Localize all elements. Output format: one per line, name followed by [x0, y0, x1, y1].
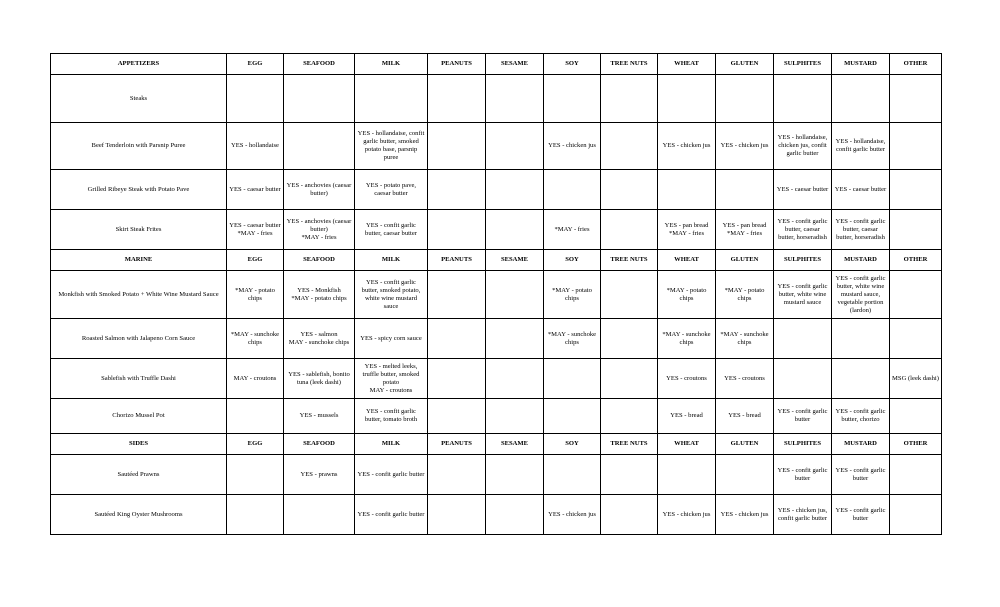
allergen-cell [544, 399, 601, 434]
allergen-cell [544, 210, 601, 250]
allergen-cell [774, 359, 832, 399]
cell-text-line: YES - croutons [724, 374, 765, 382]
allergen-cell [832, 75, 890, 123]
dish-name: Beef Tenderloin with Parsnip Puree [51, 123, 227, 170]
cell-text-line: YES - hollandaise [231, 142, 279, 149]
allergen-cell [832, 319, 890, 359]
section-header-row [51, 54, 942, 75]
table-row [51, 123, 942, 170]
allergen-cell [284, 399, 355, 434]
section-title: SIDES [51, 434, 227, 455]
allergen-cell [658, 170, 716, 210]
allergen-cell [601, 271, 658, 319]
allergen-cell [774, 399, 832, 434]
cell-text-line: YES - caesar butter [776, 185, 829, 193]
cell-text-line: YES - sablefish, bonito tuna (leek dashi) [288, 370, 350, 386]
allergen-cell [890, 271, 942, 319]
allergen-cell [428, 399, 486, 434]
column-header: SESAME [486, 54, 544, 75]
table-row [51, 455, 942, 495]
allergen-cell [284, 455, 355, 495]
table-row [51, 170, 942, 210]
dish-name: Sautéed Prawns [51, 455, 227, 495]
column-header: SULPHITES [774, 434, 832, 455]
allergen-cell [774, 210, 832, 250]
allergen-cell [284, 271, 355, 319]
allergen-cell [716, 75, 774, 123]
cell-text-line: MAY - sunchoke chips [288, 338, 350, 346]
cell-text-line: YES - chicken jus [548, 142, 596, 149]
allergen-cell [890, 170, 942, 210]
cell-text-line: YES - caesar butter [229, 185, 281, 193]
column-header: WHEAT [658, 54, 716, 75]
column-header: TREE NUTS [601, 54, 658, 75]
cell-text-line: YES - confit garlic butter, caesar butter, horseradish [835, 217, 886, 241]
column-header: MUSTARD [832, 250, 890, 271]
allergen-cell [355, 399, 428, 434]
cell-text-line: YES - confit garlic butter, caesar butter [365, 221, 417, 237]
allergen-cell [428, 170, 486, 210]
cell-text-line: YES - confit garlic butter, tomato broth [364, 408, 418, 423]
cell-text-line: *MAY - fries [726, 229, 763, 237]
cell-text-line: YES - caesar butter [834, 185, 887, 193]
allergen-cell [428, 319, 486, 359]
allergen-cell [774, 75, 832, 123]
cell-text-line: YES - caesar butter [229, 221, 281, 229]
allergen-cell [774, 455, 832, 495]
cell-text-line: *MAY - potato chips [666, 286, 707, 302]
allergen-table-body [51, 54, 942, 535]
allergen-cell [716, 271, 774, 319]
allergen-cell [227, 75, 284, 123]
column-header: EGG [227, 250, 284, 271]
section-title: MARINE [51, 250, 227, 271]
column-header: PEANUTS [428, 434, 486, 455]
allergen-cell [890, 123, 942, 170]
column-header: EGG [227, 434, 284, 455]
allergen-cell [355, 455, 428, 495]
column-header: OTHER [890, 250, 942, 271]
allergen-cell [544, 455, 601, 495]
cell-text-line: YES - chicken jus [662, 142, 711, 149]
allergen-cell [486, 359, 544, 399]
allergen-cell [284, 495, 355, 535]
cell-text-line: YES - pan bread [664, 221, 709, 229]
allergen-cell [832, 495, 890, 535]
allergen-cell [355, 359, 428, 399]
allergen-cell [227, 319, 284, 359]
table-row [51, 271, 942, 319]
allergen-cell [601, 399, 658, 434]
column-header: GLUTEN [716, 434, 774, 455]
cell-text-line: *MAY - fries [301, 233, 337, 241]
cell-text-line: *MAY - potato chips [235, 286, 275, 302]
column-header: SOY [544, 54, 601, 75]
column-header: WHEAT [658, 434, 716, 455]
allergen-cell [428, 495, 486, 535]
cell-text-line: YES - confit garlic butter [357, 470, 425, 478]
allergen-cell [890, 75, 942, 123]
cell-text-line: YES - confit garlic butter [777, 408, 828, 423]
allergen-cell [716, 210, 774, 250]
table-row [51, 359, 942, 399]
cell-text-line: YES - spicy corn sauce [360, 334, 422, 342]
allergen-cell [832, 399, 890, 434]
column-header: WHEAT [658, 250, 716, 271]
column-header: SEAFOOD [284, 434, 355, 455]
cell-text-line: MAY - croutons [233, 374, 277, 382]
cell-text-line: YES - anchovies (caesar butter) [286, 181, 352, 197]
section-header-row [51, 250, 942, 271]
cell-text-line: YES - anchovies (caesar butter) [286, 217, 352, 233]
allergen-cell [601, 455, 658, 495]
allergen-cell [227, 210, 284, 250]
column-header: TREE NUTS [601, 434, 658, 455]
allergen-cell [658, 319, 716, 359]
allergen-cell [486, 319, 544, 359]
cell-text-line: YES - confit garlic butter, white wine mustard sauce [777, 282, 828, 306]
column-header: SULPHITES [774, 54, 832, 75]
dish-name: Grilled Ribeye Steak with Potato Pave [51, 170, 227, 210]
dish-name: Sautéed King Oyster Mushrooms [51, 495, 227, 535]
allergen-cell [284, 210, 355, 250]
section-header-row [51, 434, 942, 455]
allergen-cell [355, 210, 428, 250]
dish-name: Steaks [51, 75, 227, 123]
allergen-cell [832, 455, 890, 495]
allergen-cell [428, 75, 486, 123]
column-header: SEAFOOD [284, 250, 355, 271]
allergen-cell [601, 75, 658, 123]
allergen-cell [658, 495, 716, 535]
cell-text-line: YES - confit garlic butter, chorizo [835, 408, 886, 423]
cell-text-line: *MAY - fries [668, 229, 705, 237]
allergen-cell [355, 271, 428, 319]
column-header: GLUTEN [716, 54, 774, 75]
allergen-cell [658, 359, 716, 399]
cell-text-line: YES - chicken jus [662, 510, 711, 518]
allergen-cell [716, 399, 774, 434]
cell-text-line: YES - Monkfish [297, 286, 341, 294]
column-header: GLUTEN [716, 250, 774, 271]
table-row [51, 495, 942, 535]
column-header: EGG [227, 54, 284, 75]
column-header: PEANUTS [428, 54, 486, 75]
allergen-cell [544, 319, 601, 359]
cell-text-line: YES - chicken jus [720, 510, 769, 518]
dish-name: Monkfish with Smoked Potato + White Wine Mustard Sauce [51, 271, 227, 319]
allergen-cell [284, 319, 355, 359]
column-header: OTHER [890, 434, 942, 455]
allergen-cell [486, 75, 544, 123]
cell-text-line: MAY - croutons [369, 386, 413, 394]
cell-text-line: YES - bread [728, 412, 761, 419]
allergen-cell [890, 399, 942, 434]
allergen-cell [227, 455, 284, 495]
cell-text-line: YES - confit garlic butter, caesar butter, horseradish [777, 217, 828, 241]
allergen-cell [832, 271, 890, 319]
table-row [51, 319, 942, 359]
cell-text-line: YES - melted leeks, truffle butter, smoked potato [362, 362, 420, 386]
allergen-cell [486, 495, 544, 535]
column-header: SULPHITES [774, 250, 832, 271]
cell-text-line: *MAY - sunchoke chips [547, 330, 597, 346]
allergen-cell [716, 359, 774, 399]
allergen-cell [832, 210, 890, 250]
allergen-cell [774, 170, 832, 210]
dish-name: Roasted Salmon with Jalapeno Corn Sauce [51, 319, 227, 359]
allergen-cell [774, 495, 832, 535]
allergen-cell [227, 399, 284, 434]
cell-text-line: YES - confit garlic butter, smoked potato, white wine mustard sauce [361, 278, 421, 310]
table-row [51, 210, 942, 250]
allergen-cell [658, 399, 716, 434]
column-header: TREE NUTS [601, 250, 658, 271]
column-header: SESAME [486, 434, 544, 455]
cell-text-line: *MAY - fries [554, 225, 590, 233]
allergen-cell [544, 75, 601, 123]
cell-text-line: YES - confit garlic butter [777, 466, 828, 482]
allergen-cell [486, 210, 544, 250]
cell-text-line: MSG (leek dashi) [892, 374, 939, 382]
column-header: SEAFOOD [284, 54, 355, 75]
cell-text-line: YES - confit garlic butter, white wine mustard sauce, vegetable portion (lardon) [835, 274, 886, 314]
column-header: PEANUTS [428, 250, 486, 271]
dish-name: Sablefish with Truffle Dashi [51, 359, 227, 399]
allergen-cell [486, 123, 544, 170]
cell-text-line: *MAY - potato chips [552, 286, 592, 302]
allergen-cell [428, 123, 486, 170]
allergen-cell [774, 271, 832, 319]
allergen-cell [544, 123, 601, 170]
cell-text-line: *MAY - sunchoke chips [662, 330, 711, 346]
allergen-cell [890, 359, 942, 399]
column-header: MILK [355, 250, 428, 271]
allergen-cell [601, 359, 658, 399]
dish-name: Chorizo Mussel Pot [51, 399, 227, 434]
allergen-cell [890, 319, 942, 359]
column-header: MUSTARD [832, 54, 890, 75]
cell-text-line: YES - chicken jus, confit garlic butter [777, 506, 828, 522]
allergen-cell [355, 75, 428, 123]
allergen-cell [890, 210, 942, 250]
allergen-cell [832, 359, 890, 399]
cell-text-line: YES - confit garlic butter [357, 510, 425, 518]
allergen-cell [355, 319, 428, 359]
allergen-cell [658, 210, 716, 250]
cell-text-line: YES - pan bread [722, 221, 767, 229]
column-header: MUSTARD [832, 434, 890, 455]
allergen-cell [486, 399, 544, 434]
column-header: MILK [355, 434, 428, 455]
allergen-cell [658, 271, 716, 319]
cell-text-line: *MAY - fries [237, 229, 273, 237]
allergen-cell [428, 455, 486, 495]
allergen-cell [658, 455, 716, 495]
allergen-cell [601, 123, 658, 170]
table-row [51, 75, 942, 123]
cell-text-line: YES - bread [670, 412, 703, 419]
cell-text-line: YES - potato pave, caesar butter [365, 181, 417, 197]
allergen-cell [355, 123, 428, 170]
allergen-cell [284, 359, 355, 399]
allergen-cell [428, 359, 486, 399]
allergen-cell [774, 123, 832, 170]
allergen-cell [227, 359, 284, 399]
cell-text-line: YES - croutons [666, 374, 707, 382]
allergen-cell [227, 170, 284, 210]
allergen-cell [890, 455, 942, 495]
allergen-cell [486, 455, 544, 495]
allergen-cell [601, 210, 658, 250]
dish-name: Skirt Steak Frites [51, 210, 227, 250]
allergen-cell [355, 170, 428, 210]
allergen-cell [227, 123, 284, 170]
allergen-cell [544, 495, 601, 535]
cell-text-line: *MAY - sunchoke chips [720, 330, 769, 346]
allergen-cell [284, 170, 355, 210]
column-header: OTHER [890, 54, 942, 75]
column-header: SOY [544, 250, 601, 271]
allergen-cell [227, 495, 284, 535]
cell-text-line: YES - hollandaise, confit garlic butter [835, 138, 886, 153]
allergen-cell [284, 75, 355, 123]
allergen-cell [890, 495, 942, 535]
column-header: SOY [544, 434, 601, 455]
allergen-cell [601, 319, 658, 359]
allergen-cell [544, 271, 601, 319]
allergen-cell [601, 170, 658, 210]
allergen-table [50, 53, 942, 535]
allergen-cell [716, 455, 774, 495]
allergen-cell [716, 495, 774, 535]
allergen-cell [601, 495, 658, 535]
allergen-cell [716, 123, 774, 170]
allergen-cell [544, 359, 601, 399]
column-header: MILK [355, 54, 428, 75]
cell-text-line: YES - hollandaise, chicken jus, confit garlic butter [777, 134, 828, 157]
cell-text-line: *MAY - potato chips [291, 294, 347, 302]
cell-text-line: YES - mussels [299, 412, 339, 419]
allergen-cell [428, 210, 486, 250]
allergen-cell [486, 170, 544, 210]
allergen-cell [716, 319, 774, 359]
allergen-cell [284, 123, 355, 170]
column-header: SESAME [486, 250, 544, 271]
allergen-cell [544, 170, 601, 210]
allergen-cell [227, 271, 284, 319]
cell-text-line: YES - chicken jus [548, 510, 596, 518]
allergen-cell [774, 319, 832, 359]
cell-text-line: YES - confit garlic butter [835, 506, 886, 522]
allergen-cell [486, 271, 544, 319]
section-title: APPETIZERS [51, 54, 227, 75]
cell-text-line: YES - chicken jus [720, 142, 769, 149]
allergen-cell [832, 170, 890, 210]
cell-text-line: YES - hollandaise, confit garlic butter, smoked potato base, parsnip puree [357, 130, 425, 161]
allergen-cell [428, 271, 486, 319]
table-row [51, 399, 942, 434]
cell-text-line: *MAY - sunchoke chips [230, 330, 280, 346]
allergen-cell [658, 75, 716, 123]
cell-text-line: *MAY - potato chips [724, 286, 765, 302]
cell-text-line: YES - salmon [300, 330, 338, 338]
allergen-cell [832, 123, 890, 170]
allergen-cell [658, 123, 716, 170]
allergen-cell [355, 495, 428, 535]
cell-text-line: YES - prawns [300, 470, 338, 478]
cell-text-line: YES - confit garlic butter [835, 466, 886, 482]
allergen-cell [716, 170, 774, 210]
